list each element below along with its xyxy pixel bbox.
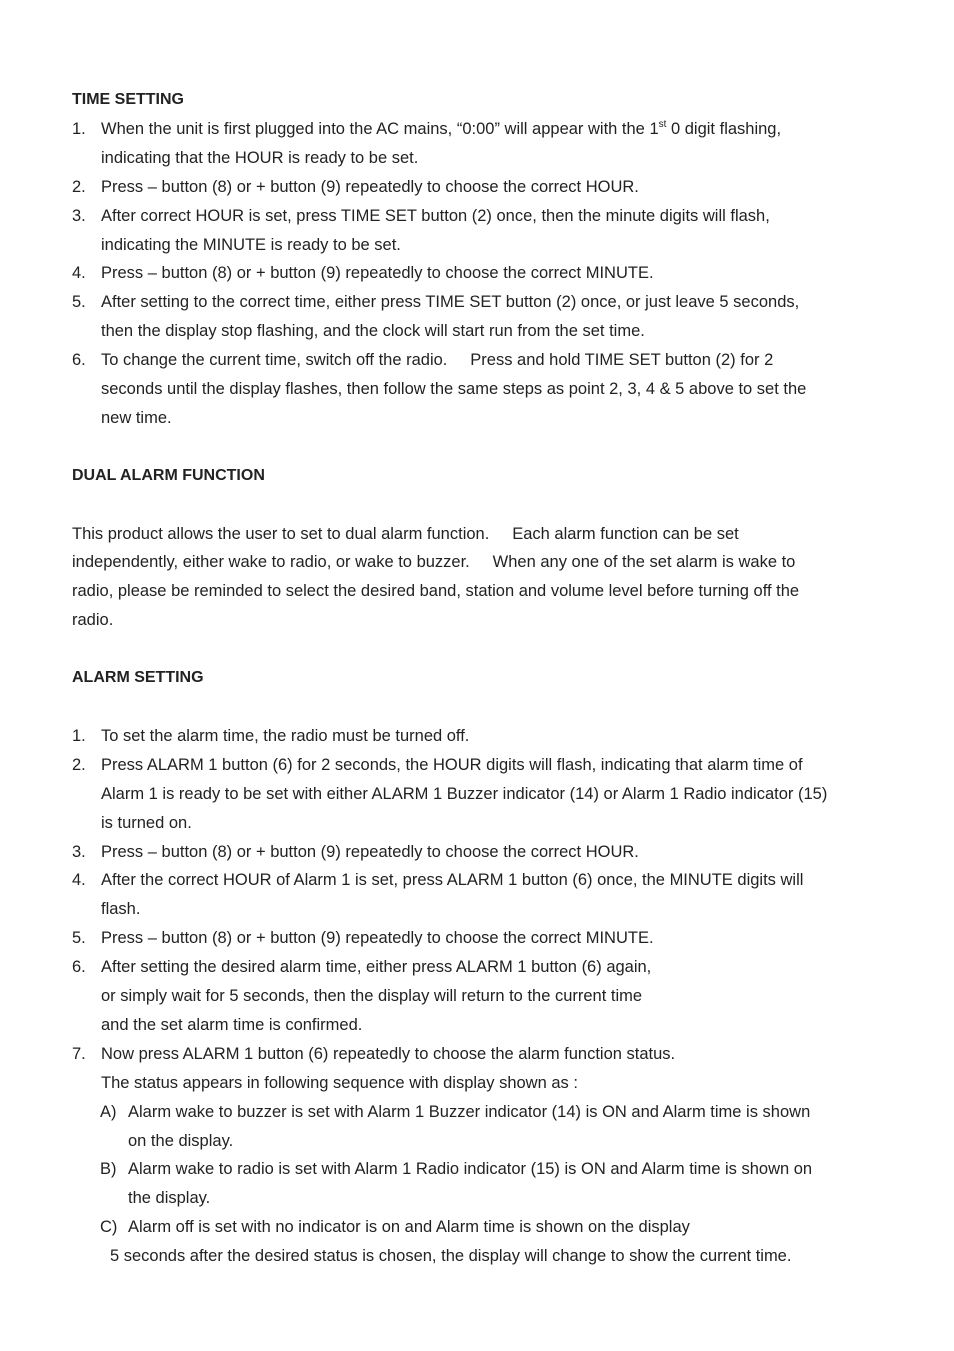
paragraph-line: This product allows the user to set to dual alarm function. Each alarm function can be set — [72, 524, 739, 543]
list-number: A) — [100, 1102, 117, 1121]
list-item — [72, 115, 892, 173]
list-text: Press – button (8) or + button (9) repeatedly to choose the correct MINUTE. — [101, 264, 654, 283]
spacer — [72, 491, 892, 520]
list-number: C) — [100, 1218, 118, 1237]
list-number: 5. — [72, 293, 86, 312]
list-item — [72, 202, 892, 260]
list-text: or simply wait for 5 seconds, then the display will return to the current time — [101, 987, 643, 1006]
list-item — [72, 346, 892, 433]
list-number: 2. — [72, 177, 86, 196]
list-item — [72, 924, 892, 953]
list-text: indicating that the HOUR is ready to be set. — [101, 148, 419, 167]
list-text: Alarm wake to buzzer is set with Alarm 1 Buzzer indicator (14) is ON and Alarm time is shown — [128, 1102, 811, 1121]
spacer — [72, 693, 892, 722]
list-item — [72, 288, 892, 346]
list-number: 3. — [72, 842, 86, 861]
list-text: To set the alarm time, the radio must be turned off. — [101, 726, 470, 745]
list-item — [72, 866, 892, 924]
list-text: Press – button (8) or + button (9) repeatedly to choose the correct MINUTE. — [101, 929, 654, 948]
list-text: the display. — [128, 1189, 211, 1208]
list-item — [72, 259, 892, 288]
list-item — [100, 1213, 892, 1242]
list-number: 5. — [72, 929, 86, 948]
list-text: Alarm 1 is ready to be set with either ALARM 1 Buzzer indicator (14) or Alarm 1 Radio indicator (15) — [101, 784, 828, 803]
list-text: Now press ALARM 1 button (6) repeatedly to choose the alarm function status. — [101, 1044, 676, 1063]
time-setting-steps — [72, 115, 892, 433]
list-text: To change the current time, switch off the radio. Press and hold TIME SET button (2) for 2 — [101, 351, 774, 370]
paragraph-line: radio. — [72, 611, 114, 630]
list-text: After setting the desired alarm time, either press ALARM 1 button (6) again, — [101, 958, 652, 977]
list-item — [72, 751, 892, 838]
list-text: The status appears in following sequence with display shown as : — [101, 1073, 578, 1092]
list-number: 6. — [72, 958, 86, 977]
list-number: 1. — [72, 119, 86, 138]
list-item — [100, 1155, 892, 1213]
list-number: 4. — [72, 871, 86, 890]
list-item — [72, 838, 892, 867]
list-text: is turned on. — [101, 813, 192, 832]
spacer — [72, 635, 892, 664]
document-page — [72, 86, 892, 1271]
paragraph-line: independently, either wake to radio, or wake to buzzer. When any one of the set alarm is wake to — [72, 553, 796, 572]
list-number: B) — [100, 1160, 117, 1179]
list-item — [100, 1098, 892, 1156]
alarm-setting-steps — [72, 722, 892, 1098]
list-number: 2. — [72, 755, 86, 774]
list-number: 6. — [72, 351, 86, 370]
list-text: Alarm wake to radio is set with Alarm 1 Radio indicator (15) is ON and Alarm time is shown on — [128, 1160, 813, 1179]
list-number: 4. — [72, 264, 86, 283]
list-text: new time. — [101, 408, 172, 427]
list-item — [72, 1040, 892, 1098]
list-number: 7. — [72, 1044, 86, 1063]
list-number: 1. — [72, 726, 86, 745]
list-text: seconds until the display flashes, then follow the same steps as point 2, 3, 4 & 5 above to set the — [101, 380, 807, 399]
alarm-setting-heading: ALARM SETTING — [72, 669, 204, 687]
dual-alarm-paragraph — [72, 520, 892, 636]
superscript: st — [658, 118, 667, 130]
alarm-tail-note: 5 seconds after the desired status is chosen, the display will change to show the current time. — [110, 1247, 792, 1266]
list-item — [72, 722, 892, 751]
list-text: then the display stop flashing, and the clock will start run from the set time. — [101, 322, 645, 341]
alarm-status-sequence — [100, 1098, 892, 1243]
list-text: and the set alarm time is confirmed. — [101, 1015, 363, 1034]
time-setting-heading: TIME SETTING — [72, 91, 184, 108]
paragraph-line: radio, please be reminded to select the desired band, station and volume level before turning off the — [72, 582, 800, 601]
list-text: Press – button (8) or + button (9) repeatedly to choose the correct HOUR. — [101, 842, 639, 861]
dual-alarm-heading: DUAL ALARM FUNCTION — [72, 466, 265, 484]
list-text: Alarm off is set with no indicator is on and Alarm time is shown on the display — [128, 1218, 690, 1237]
list-text: flash. — [101, 900, 141, 919]
list-item — [72, 953, 892, 1040]
list-text: When the unit is first plugged into the AC mains, “0:00” will appear with the 1st 0 digit flashing, — [101, 118, 782, 138]
list-text: After setting to the correct time, either press TIME SET button (2) once, or just leave 5 seconds, — [101, 293, 800, 312]
list-text: indicating the MINUTE is ready to be set. — [101, 235, 401, 254]
list-text: After the correct HOUR of Alarm 1 is set, press ALARM 1 button (6) once, the MINUTE digits will — [101, 871, 804, 890]
list-number: 3. — [72, 206, 86, 225]
spacer — [72, 433, 892, 462]
list-text: on the display. — [128, 1131, 234, 1150]
list-text: After correct HOUR is set, press TIME SET button (2) once, then the minute digits will flash, — [101, 206, 770, 225]
list-item — [72, 173, 892, 202]
list-text: Press ALARM 1 button (6) for 2 seconds, the HOUR digits will flash, indicating that alarm time of — [101, 755, 803, 774]
list-text: Press – button (8) or + button (9) repeatedly to choose the correct HOUR. — [101, 177, 639, 196]
